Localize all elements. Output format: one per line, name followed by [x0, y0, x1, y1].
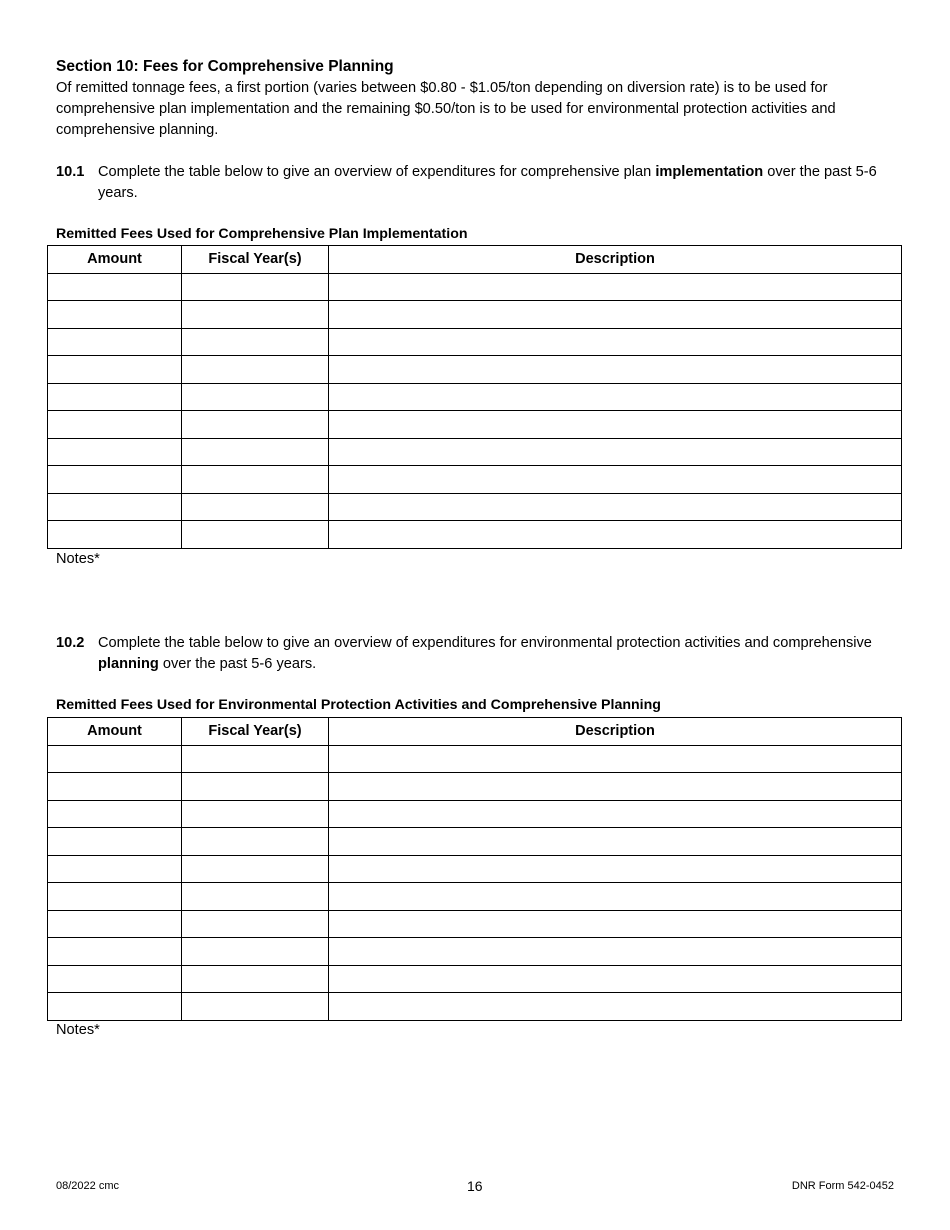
description-input[interactable]	[329, 466, 901, 493]
description-input[interactable]	[329, 274, 901, 301]
table-row	[48, 938, 902, 966]
fiscal-year-input[interactable]	[182, 966, 328, 993]
table-row	[48, 910, 902, 938]
description-cell	[329, 356, 902, 384]
table-row	[48, 965, 902, 993]
description-cell	[329, 773, 902, 801]
description-cell	[329, 938, 902, 966]
notes-label-1: Notes*	[56, 551, 100, 567]
amount-input[interactable]	[48, 746, 181, 773]
amount-input[interactable]	[48, 828, 181, 855]
description-input[interactable]	[329, 938, 901, 965]
amount-input[interactable]	[48, 411, 181, 438]
fiscal-year-cell	[182, 466, 329, 494]
description-input[interactable]	[329, 966, 901, 993]
description-input[interactable]	[329, 828, 901, 855]
table-row	[48, 493, 902, 521]
description-input[interactable]	[329, 356, 901, 383]
amount-input[interactable]	[48, 384, 181, 411]
fiscal-year-input[interactable]	[182, 466, 328, 493]
fiscal-year-input[interactable]	[182, 356, 328, 383]
fiscal-year-input[interactable]	[182, 883, 328, 910]
amount-cell	[48, 493, 182, 521]
column-header-description: Description	[329, 246, 902, 274]
fiscal-year-cell	[182, 328, 329, 356]
description-cell	[329, 521, 902, 549]
amount-cell	[48, 438, 182, 466]
amount-input[interactable]	[48, 494, 181, 521]
table-row	[48, 773, 902, 801]
description-input[interactable]	[329, 439, 901, 466]
amount-cell	[48, 965, 182, 993]
description-cell	[329, 993, 902, 1021]
description-cell	[329, 883, 902, 911]
description-cell	[329, 466, 902, 494]
amount-input[interactable]	[48, 773, 181, 800]
table-row	[48, 328, 902, 356]
description-input[interactable]	[329, 494, 901, 521]
page-number: 16	[467, 1178, 483, 1194]
amount-cell	[48, 273, 182, 301]
amount-input[interactable]	[48, 938, 181, 965]
amount-input[interactable]	[48, 356, 181, 383]
table-row	[48, 800, 902, 828]
description-input[interactable]	[329, 993, 901, 1020]
fiscal-year-cell	[182, 993, 329, 1021]
footer-date: 08/2022 cmc	[56, 1180, 119, 1192]
fiscal-year-cell	[182, 773, 329, 801]
table-row	[48, 745, 902, 773]
amount-cell	[48, 773, 182, 801]
description-cell	[329, 855, 902, 883]
fiscal-year-input[interactable]	[182, 411, 328, 438]
fiscal-year-input[interactable]	[182, 274, 328, 301]
amount-input[interactable]	[48, 329, 181, 356]
description-input[interactable]	[329, 801, 901, 828]
description-cell	[329, 383, 902, 411]
environmental-planning-fees-table	[47, 717, 902, 1021]
description-cell	[329, 273, 902, 301]
question-text	[98, 633, 906, 675]
description-cell	[329, 910, 902, 938]
column-header-description: Description	[329, 718, 902, 746]
fiscal-year-input[interactable]	[182, 856, 328, 883]
column-header-amount: Amount	[48, 246, 182, 274]
fiscal-year-input[interactable]	[182, 773, 328, 800]
amount-cell	[48, 883, 182, 911]
fiscal-year-input[interactable]	[182, 384, 328, 411]
question-text-part: over the past 5-6 years.	[158, 656, 317, 672]
section-intro: Of remitted tonnage fees, a first portion (varies between $0.80 - $1.05/ton depending on diversion rate) is to be used for comprehensive plan implementation and the remaining $0.50/ton is to be used for environmental protection activities and comprehensive planning.	[56, 80, 836, 138]
fiscal-year-input[interactable]	[182, 521, 328, 548]
description-input[interactable]	[329, 856, 901, 883]
amount-cell	[48, 855, 182, 883]
fiscal-year-input[interactable]	[182, 993, 328, 1020]
description-input[interactable]	[329, 746, 901, 773]
description-cell	[329, 800, 902, 828]
fiscal-year-cell	[182, 965, 329, 993]
amount-cell	[48, 411, 182, 439]
amount-cell	[48, 800, 182, 828]
table-row	[48, 301, 902, 329]
fiscal-year-cell	[182, 910, 329, 938]
amount-cell	[48, 938, 182, 966]
column-header-fiscal-year: Fiscal Year(s)	[182, 718, 329, 746]
amount-cell	[48, 745, 182, 773]
table-1-title: Remitted Fees Used for Comprehensive Plan Implementation	[56, 226, 468, 242]
fiscal-year-cell	[182, 521, 329, 549]
table-header-row	[48, 246, 902, 274]
fiscal-year-input[interactable]	[182, 828, 328, 855]
amount-cell	[48, 383, 182, 411]
description-input[interactable]	[329, 911, 901, 938]
notes-label-2: Notes*	[56, 1022, 100, 1038]
fiscal-year-input[interactable]	[182, 301, 328, 328]
amount-cell	[48, 466, 182, 494]
fiscal-year-cell	[182, 883, 329, 911]
fiscal-year-cell	[182, 301, 329, 329]
fiscal-year-cell	[182, 273, 329, 301]
question-10-1	[56, 162, 906, 204]
table-row	[48, 466, 902, 494]
amount-input[interactable]	[48, 301, 181, 328]
amount-cell	[48, 828, 182, 856]
fiscal-year-input[interactable]	[182, 439, 328, 466]
description-input[interactable]	[329, 773, 901, 800]
amount-cell	[48, 993, 182, 1021]
table-body	[48, 745, 902, 1020]
amount-cell	[48, 356, 182, 384]
description-cell	[329, 493, 902, 521]
description-input[interactable]	[329, 411, 901, 438]
description-cell	[329, 745, 902, 773]
table-header-row	[48, 718, 902, 746]
description-input[interactable]	[329, 521, 901, 548]
description-cell	[329, 965, 902, 993]
amount-input[interactable]	[48, 801, 181, 828]
table-body	[48, 273, 902, 548]
description-cell	[329, 438, 902, 466]
question-text-part: over the past 5-6 years.	[98, 164, 877, 201]
fiscal-year-cell	[182, 383, 329, 411]
description-cell	[329, 301, 902, 329]
amount-input[interactable]	[48, 883, 181, 910]
amount-cell	[48, 521, 182, 549]
fiscal-year-input[interactable]	[182, 938, 328, 965]
fiscal-year-cell	[182, 438, 329, 466]
question-number: 10.2	[56, 635, 85, 651]
fiscal-year-input[interactable]	[182, 746, 328, 773]
table-row	[48, 883, 902, 911]
amount-cell	[48, 301, 182, 329]
question-text-emphasis: implementation	[655, 164, 764, 180]
question-text-emphasis: planning	[98, 656, 159, 672]
section-title: Section 10: Fees for Comprehensive Planning	[56, 58, 394, 75]
description-input[interactable]	[329, 384, 901, 411]
question-10-2	[56, 633, 906, 675]
table-row	[48, 993, 902, 1021]
amount-input[interactable]	[48, 911, 181, 938]
fiscal-year-cell	[182, 800, 329, 828]
column-header-amount: Amount	[48, 718, 182, 746]
table-row	[48, 411, 902, 439]
question-text-part: Complete the table below to give an overview of expenditures for environmental protection activities and comprehensive	[98, 635, 872, 651]
amount-input[interactable]	[48, 466, 181, 493]
amount-input[interactable]	[48, 856, 181, 883]
amount-input[interactable]	[48, 993, 181, 1020]
column-header-fiscal-year: Fiscal Year(s)	[182, 246, 329, 274]
form-number: DNR Form 542-0452	[791, 1180, 894, 1192]
fiscal-year-cell	[182, 356, 329, 384]
amount-input[interactable]	[48, 966, 181, 993]
amount-cell	[48, 910, 182, 938]
fiscal-year-input[interactable]	[182, 329, 328, 356]
table-row	[48, 855, 902, 883]
fiscal-year-cell	[182, 855, 329, 883]
table-row	[48, 273, 902, 301]
description-input[interactable]	[329, 301, 901, 328]
description-input[interactable]	[329, 329, 901, 356]
fiscal-year-input[interactable]	[182, 911, 328, 938]
fiscal-year-cell	[182, 938, 329, 966]
fiscal-year-input[interactable]	[182, 801, 328, 828]
fiscal-year-cell	[182, 411, 329, 439]
question-text-part: Complete the table below to give an overview of expenditures for comprehensive plan	[98, 164, 656, 180]
table-row	[48, 828, 902, 856]
table-row	[48, 438, 902, 466]
amount-input[interactable]	[48, 521, 181, 548]
description-cell	[329, 828, 902, 856]
fiscal-year-cell	[182, 745, 329, 773]
description-cell	[329, 411, 902, 439]
amount-cell	[48, 328, 182, 356]
table-row	[48, 383, 902, 411]
fiscal-year-input[interactable]	[182, 494, 328, 521]
amount-input[interactable]	[48, 274, 181, 301]
implementation-fees-table	[47, 245, 902, 549]
question-number: 10.1	[56, 164, 85, 180]
fiscal-year-cell	[182, 493, 329, 521]
amount-input[interactable]	[48, 439, 181, 466]
table-row	[48, 521, 902, 549]
description-cell	[329, 328, 902, 356]
description-input[interactable]	[329, 883, 901, 910]
question-text	[98, 162, 906, 204]
fiscal-year-cell	[182, 828, 329, 856]
table-row	[48, 356, 902, 384]
table-2-title: Remitted Fees Used for Environmental Protection Activities and Comprehensive Planning	[56, 697, 661, 713]
